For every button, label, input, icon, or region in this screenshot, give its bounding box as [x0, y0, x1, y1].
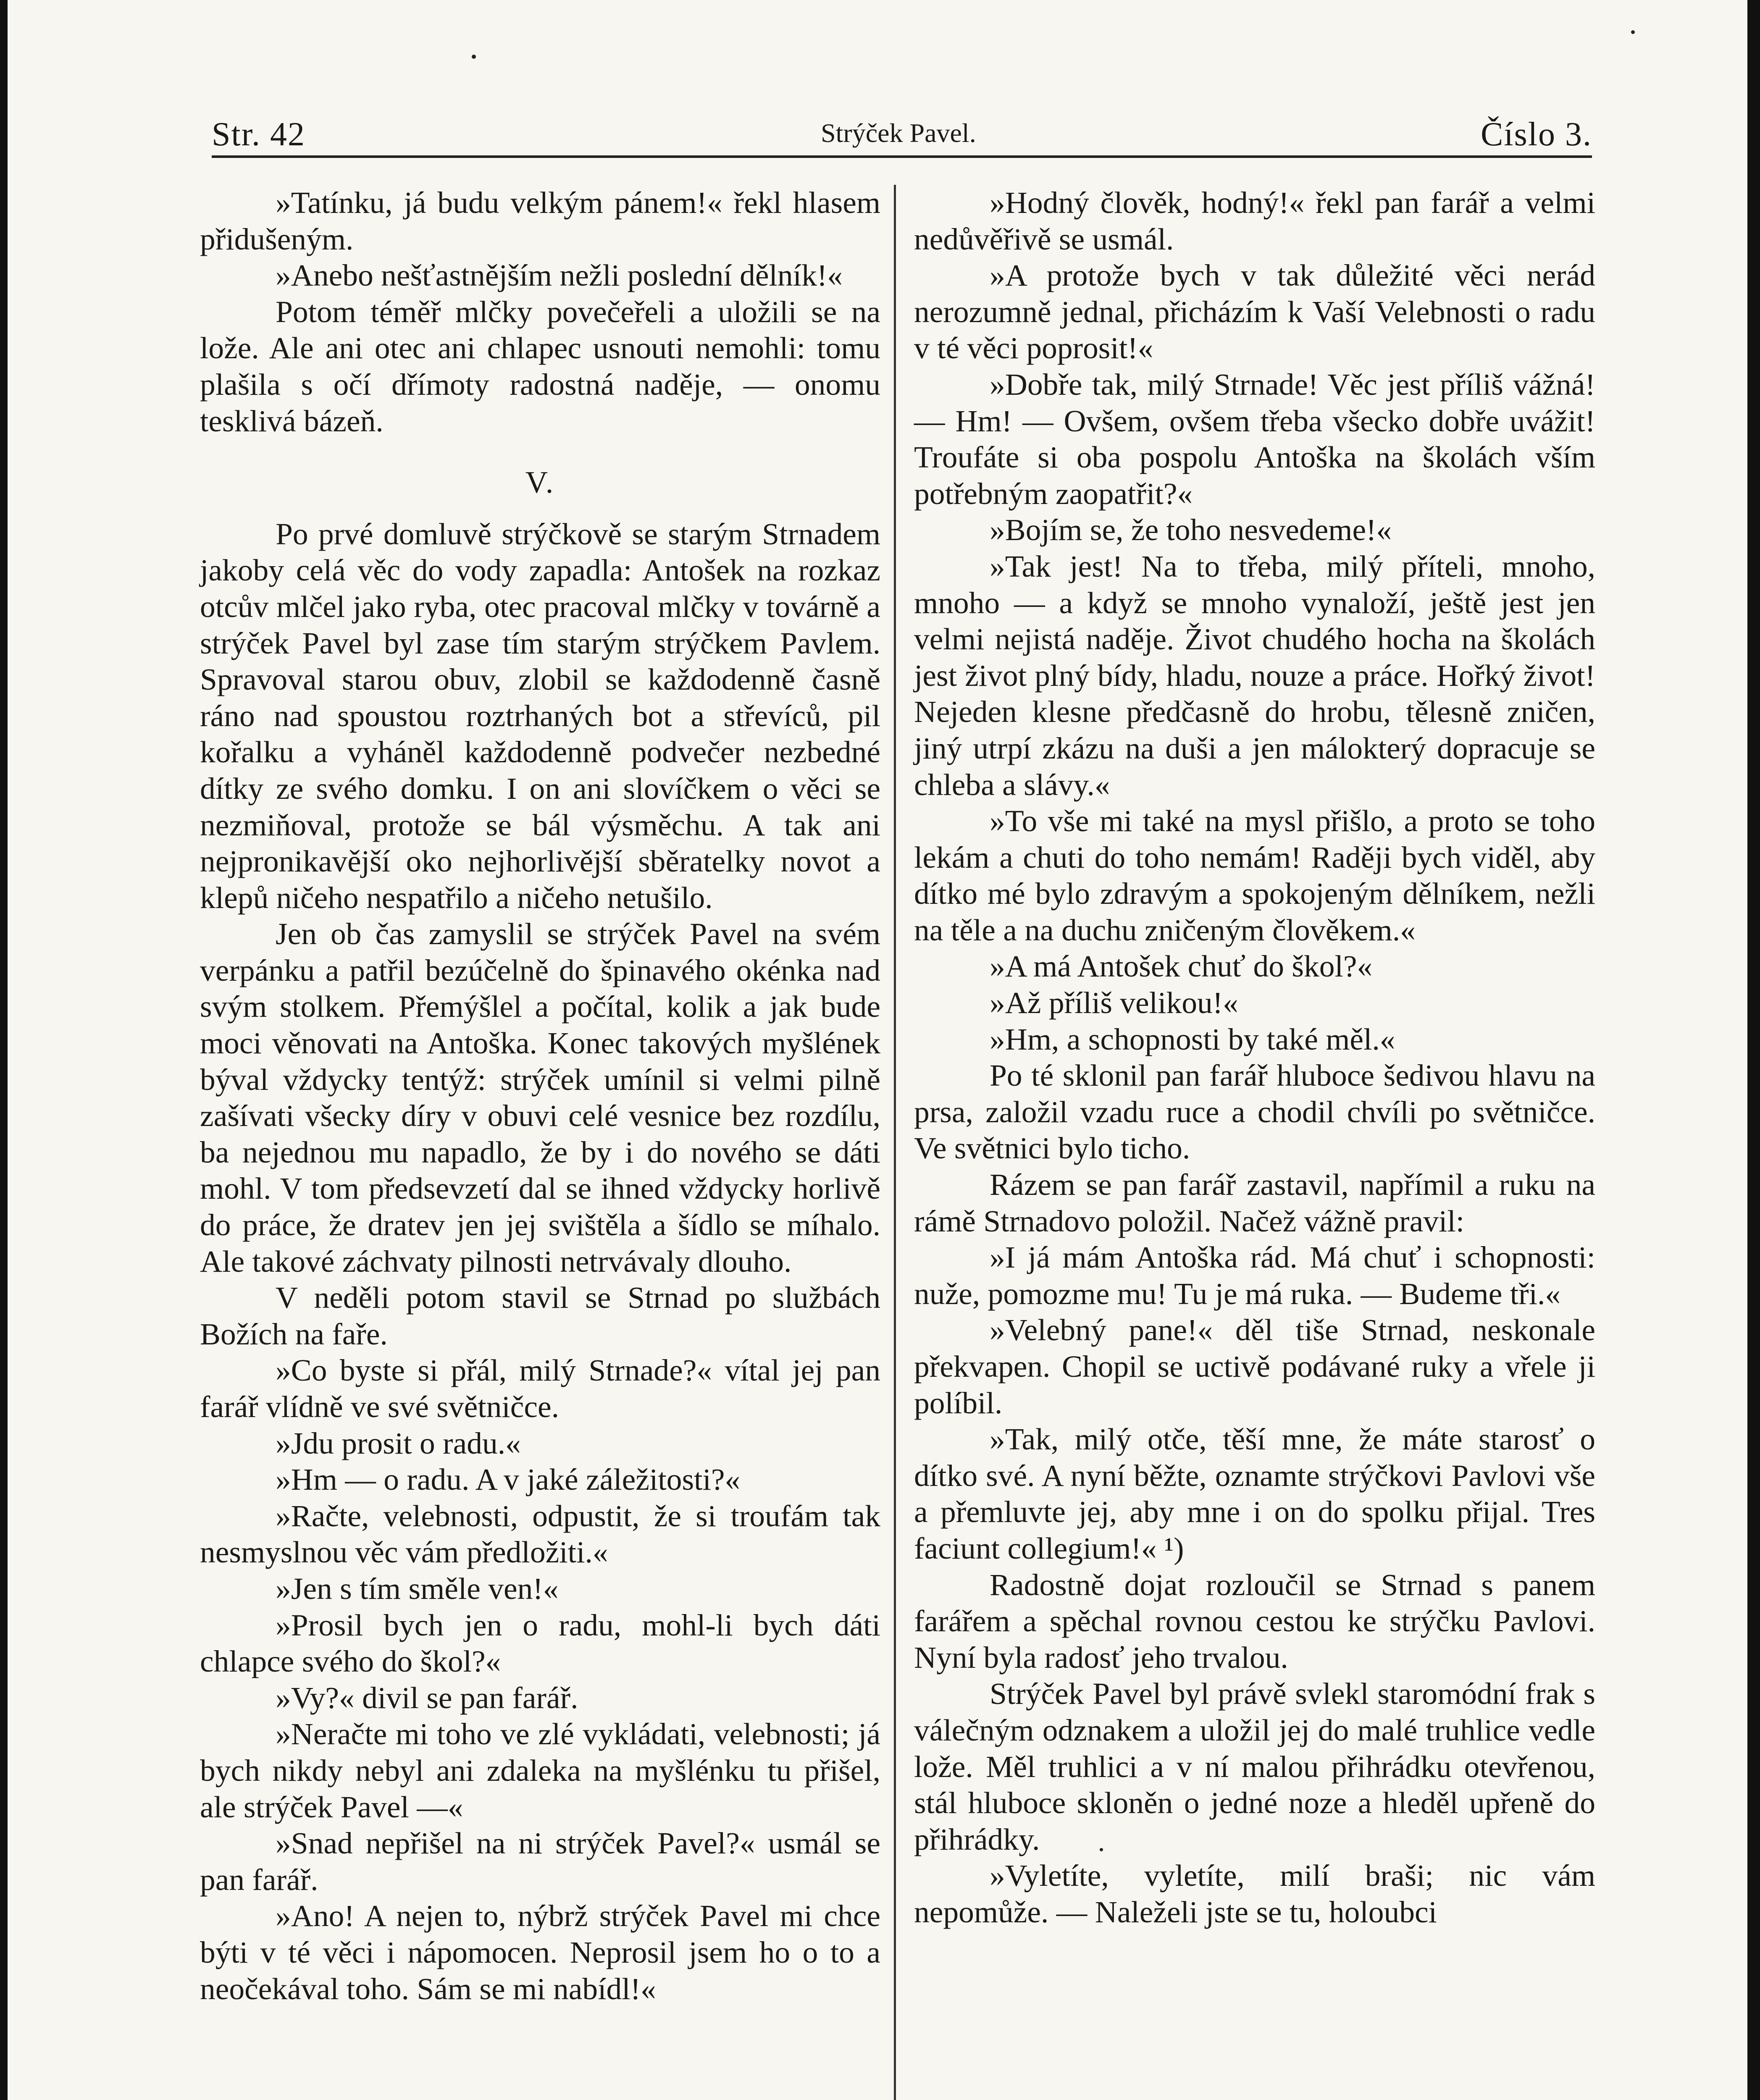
paragraph: Radostně dojat rozloučil se Strnad s panem farářem a spěchal rovnou cestou ke strýčku Pavlovi. Nyní byla radosť jeho trvalou.: [914, 1567, 1595, 1675]
running-header: [212, 107, 1592, 162]
paragraph: »A protože bych v tak důležité věci nerád nerozumně jednal, přicházím k Vaší Velebnosti o radu v té věci poprosit!«: [914, 258, 1595, 365]
scan-speck: [472, 55, 476, 59]
paragraph: »Bojím se, že toho nesvedeme!«: [990, 513, 1392, 547]
paragraph: »Snad nepřišel na ni strýček Pavel?« usmál se pan farář.: [200, 1826, 880, 1897]
paragraph: Strýček Pavel byl právě svlekl staromódní frak s válečným odznakem a uložil jej do malé truhlice vedle lože. Měl truhlici a v ní malou přihrádku otevřenou, stál hluboce skloněn o jedné noze a hleděl upřeně do přihrádky.: [914, 1677, 1595, 1856]
paragraph: »Račte, velebnosti, odpustit, že si troufám tak nesmyslnou věc vám předložiti.«: [200, 1499, 880, 1570]
paragraph: »Tatínku, já budu velkým pánem!« řekl hlasem přidušeným.: [200, 186, 880, 256]
scan-speck: [1631, 30, 1635, 34]
section-heading: V.: [525, 465, 555, 500]
column-divider: [894, 185, 896, 2100]
paragraph: »Co byste si přál, milý Strnade?« vítal jej pan farář vlídně ve své světničce.: [200, 1353, 880, 1424]
paragraph: »Hm, a schopnosti by také měl.«: [990, 1022, 1395, 1056]
running-title: Strýček Pavel.: [821, 118, 976, 148]
paragraph: »Neračte mi toho ve zlé vykládati, velebnosti; já bych nikdy nebyl ani zdaleka na myšlénku tu přišel, ale strýček Pavel —«: [200, 1717, 880, 1824]
paragraph: »Dobře tak, milý Strnade! Věc jest příliš vážná! — Hm! — Ovšem, ovšem třeba všecko dobře uvážit! Troufáte si oba pospolu Antoška na školách vším potřebným zaopatřit?«: [914, 367, 1595, 511]
issue-number: Číslo 3.: [1481, 116, 1592, 153]
paragraph: »A má Antošek chuť do škol?«: [990, 949, 1373, 984]
paragraph: »Ano! A nejen to, nýbrž strýček Pavel mi chce býti v té věci i nápomocen. Neprosil jsem ho o to a neočekával toho. Sám se mi nabídl!«: [200, 1899, 880, 2006]
header-rule: [212, 155, 1592, 158]
paragraph: »Tak jest! Na to třeba, milý příteli, mnoho, mnoho — a když se mnoho vynaloží, ještě jest jen velmi nejistá naděje. Život chudého hocha na školách jest život plný bídy, hladu, nouze a práce. Hořký život! Nejeden klesne předčasně do hrobu, tělesně zničen, jiný utrpí zkázu na duši a jen málokterý dopracuje se chleba a slávy.«: [914, 549, 1595, 802]
paragraph: »Prosil bych jen o radu, mohl-li bych dáti chlapce svého do škol?«: [200, 1608, 880, 1679]
left-column: [200, 185, 880, 2007]
paragraph: Po té sklonil pan farář hluboce šedivou hlavu na prsa, založil vzadu ruce a chodil chvíli po světničce. Ve světnici bylo ticho.: [914, 1058, 1595, 1166]
paragraph: »Anebo nešťastnějším nežli poslední dělník!«: [276, 258, 843, 293]
paragraph: Po prvé domluvě strýčkově se starým Strnadem jakoby celá věc do vody zapadla: Antošek na rozkaz otcův mlčel jako ryba, otec pracoval mlčky v továrně a strýček Pavel byl zase tím starým strýčkem Pavlem. Spravoval starou obuv, zlobil se každodenně časně ráno nad spoustou roztrhaných bot a střevíců, pil kořalku a vyháněl každodenně podvečer nezbedné dítky ze svého domku. I on ani slovíčkem o věci se nezmiňoval, protože se bál výsměchu. A tak ani nejpronikavější oko nejhorlivější sběratelky novot a klepů ničeho nespatřilo a ničeho netušilo.: [200, 517, 880, 915]
paragraph: Rázem se pan farář zastavil, napřímil a ruku na rámě Strnadovo položil. Načež vážně pravil:: [914, 1168, 1595, 1238]
paragraph: »Jen s tím směle ven!«: [276, 1571, 559, 1606]
paragraph: Jen ob čas zamyslil se strýček Pavel na svém verpánku a patřil bezúčelně do špinavého okénka nad svým stolkem. Přemýšlel a počítal, kolik a jak bude moci věnovati na Antoška. Konec takových myšlének býval vždycky tentýž: strýček umínil si velmi pilně zašívati všecky díry v obuvi celé vesnice bez rozdílu, ba nejednou mu napadlo, že by i do nového se dáti mohl. V tom předsevzetí dal se ihned vždycky horlivě do práce, že dratev jen jej svištěla a šídlo se míhalo. Ale takové záchvaty pilnosti netrvávaly dlouho.: [200, 917, 880, 1278]
scan-speck: [1100, 1848, 1103, 1851]
paragraph: V neděli potom stavil se Strnad po službách Božích na faře.: [200, 1281, 880, 1351]
paragraph: »Vyletíte, vyletíte, milí braši; nic vám nepomůže. — Naleželi jste se tu, holoubci: [914, 1858, 1595, 1929]
paragraph: »Tak, milý otče, těší mne, že máte starosť o dítko své. A nyní běžte, oznamte strýčkovi Pavlovi vše a přemluvte jej, aby mne i on do spolku přijal. Tres faciunt collegium!« ¹): [914, 1422, 1595, 1565]
paragraph: »Jdu prosit o radu.«: [276, 1426, 521, 1460]
paragraph: »Hodný člověk, hodný!« řekl pan farář a velmi nedůvěřivě se usmál.: [914, 186, 1595, 256]
paragraph: »Vy?« divil se pan farář.: [276, 1680, 578, 1715]
paragraph: »To vše mi také na mysl přišlo, a proto se toho lekám a chuti do toho nemám! Raději bych viděl, aby dítko mé bylo zdravým a spokojeným dělníkem, nežli na těle a na duchu zničeným člověkem.«: [914, 804, 1595, 947]
page-number: Str. 42: [212, 116, 305, 153]
paragraph: »I já mám Antoška rád. Má chuť i schopnosti: nuže, pomozme mu! Tu je má ruka. — Budeme tři.«: [914, 1240, 1595, 1311]
right-column: [914, 185, 1595, 1931]
paragraph: Potom téměř mlčky povečeřeli a uložili se na lože. Ale ani otec ani chlapec usnouti nemohli: tomu plašila s očí dřímoty radostná naděje, — onomu tesklivá bázeň.: [200, 294, 880, 438]
paragraph: »Velebný pane!« děl tiše Strnad, neskonale překvapen. Chopil se uctivě podávané ruky a vřele ji políbil.: [914, 1313, 1595, 1420]
paragraph: »Hm — o radu. A v jaké záležitosti?«: [276, 1462, 741, 1497]
paragraph: »Až příliš velikou!«: [990, 986, 1238, 1020]
